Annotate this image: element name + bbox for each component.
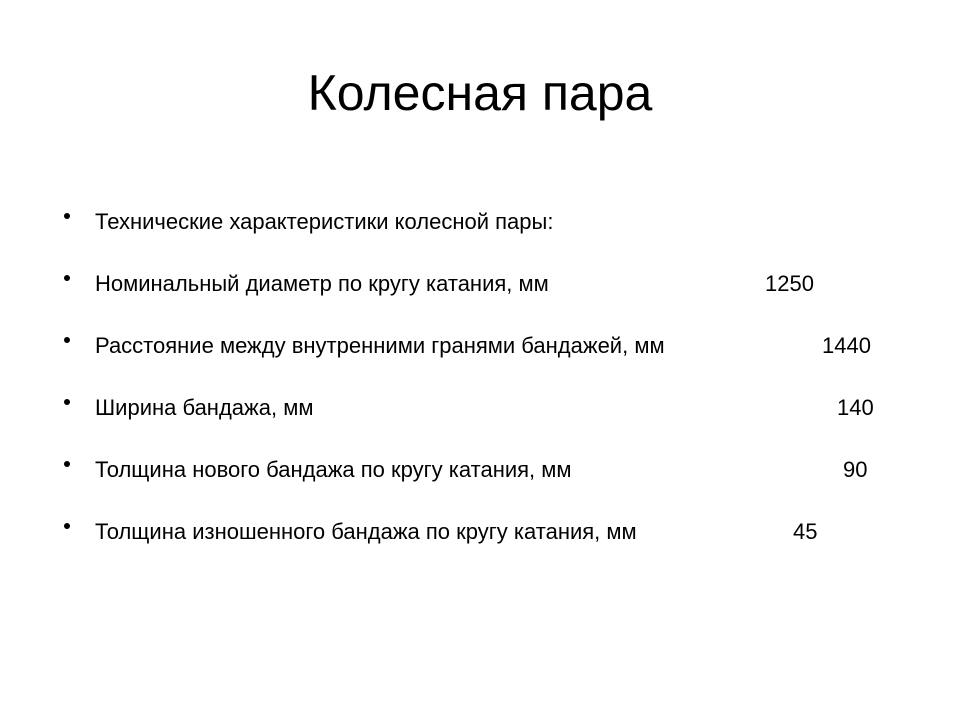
bullet-value: 1440 [822,333,871,358]
bullet-value: 90 [843,457,868,482]
bullet-item-specs-heading [0,208,960,248]
bullet-text: Номинальный диаметр по кругу катания, мм [95,271,549,296]
bullet-value: 140 [837,395,874,420]
bullet-icon [64,523,70,529]
bullet-icon [64,399,70,405]
bullet-item-new-tire-thickness [0,456,960,496]
bullet-text: Толщина изношенного бандажа по кругу катания, мм [95,519,637,544]
bullet-icon [64,461,70,467]
bullet-icon [64,275,70,281]
bullet-item-nominal-diameter [0,270,960,310]
bullet-text: Расстояние между внутренними гранями бандажей, мм [95,333,665,358]
bullet-text: Технические характеристики колесной пары: [95,209,554,234]
bullet-value: 1250 [765,271,814,296]
slide-title: Колесная пара [307,65,653,121]
bullet-item-worn-tire-thickness [0,518,960,558]
bullet-value: 45 [793,519,818,544]
bullet-icon [64,213,70,219]
bullet-item-tire-width [0,394,960,434]
bullet-text: Толщина нового бандажа по кругу катания, мм [95,457,572,482]
bullet-text: Ширина бандажа, мм [95,395,314,420]
bullet-icon [64,337,70,343]
bullet-item-inner-face-distance [0,332,960,372]
